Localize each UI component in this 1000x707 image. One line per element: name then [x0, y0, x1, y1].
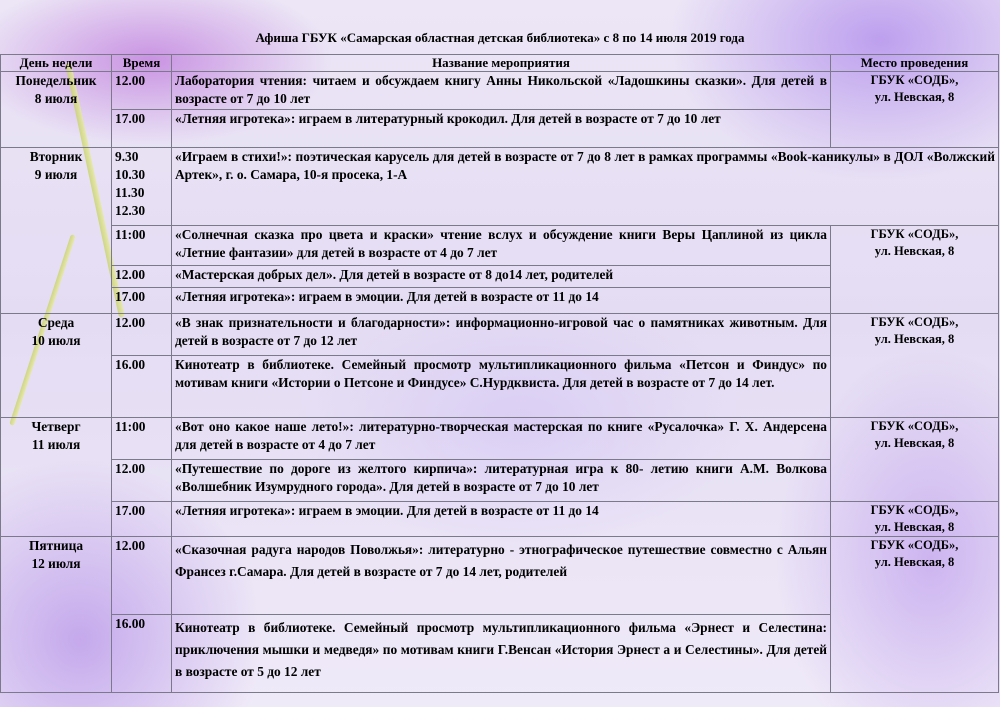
header-place: Место проведения — [831, 55, 999, 72]
event-name: «Летняя игротека»: играем в литературный крокодил. Для детей в возрасте от 7 до 10 лет — [172, 110, 831, 148]
table-row — [1, 537, 999, 615]
event-name: «Мастерская добрых дел». Для детей в возрасте от 8 до14 лет, родителей — [172, 266, 831, 288]
event-name: Кинотеатр в библиотеке. Семейный просмотр мультипликационного фильма «Эрнест и Селестина: приключения мышки и медведя» по мотивам книги Г.Венсан «История Эрнест а и Селестины». Для детей в возрасте от 5 до 12 лет — [172, 615, 831, 693]
place-name: ГБУК «СОДБ», — [870, 73, 959, 87]
place-cell — [831, 226, 999, 314]
day-date: 12 июля — [31, 556, 81, 571]
header-day: День недели — [1, 55, 112, 72]
table-row — [1, 502, 999, 537]
event-time: 17.00 — [112, 288, 172, 314]
event-name: «Солнечная сказка про цвета и краски» чтение вслух и обсуждение книги Веры Цаплиной из цикла «Летние фантазии» для детей в возрасте от 4 до 7 лет — [172, 226, 831, 266]
day-cell-thursday — [1, 418, 112, 537]
page-title: Афиша ГБУК «Самарская областная детская библиотека» с 8 по 14 июля 2019 года — [255, 30, 745, 45]
schedule-table — [0, 54, 999, 693]
event-name: «Летняя игротека»: играем в эмоции. Для детей в возрасте от 11 до 14 — [172, 288, 831, 314]
day-date: 9 июля — [34, 167, 78, 182]
place-address: ул. Невская, 8 — [874, 436, 955, 450]
day-date: 11 июля — [31, 437, 81, 452]
event-name: Кинотеатр в библиотеке. Семейный просмотр мультипликационного фильма «Петсон и Финдус» по мотивам книги «Истории о Петсоне и Финдусе» С.Нурдквиста. Для детей в возрасте от 7 до 14 лет. — [172, 356, 831, 418]
event-name: «Путешествие по дороге из желтого кирпича»: литературная игра к 80- летию книги А.М. Волкова «Волшебник Изумрудного города». Для детей в возрасте от 7 до 10 лет — [172, 460, 831, 502]
day-name: Среда — [37, 315, 75, 330]
place-name: ГБУК «СОДБ», — [870, 503, 959, 517]
place-name: ГБУК «СОДБ», — [870, 227, 959, 241]
event-time: 11:00 — [112, 418, 172, 460]
header-name: Название мероприятия — [172, 55, 831, 72]
event-time: 12.00 — [112, 72, 172, 110]
place-cell — [831, 502, 999, 537]
day-date: 8 июля — [34, 91, 78, 106]
event-time: 12.00 — [112, 314, 172, 356]
header-time: Время — [112, 55, 172, 72]
day-cell-wednesday — [1, 314, 112, 418]
event-time: 12.00 — [112, 460, 172, 502]
event-name: «Играем в стихи!»: поэтическая карусель для детей в возрасте от 7 до 8 лет в рамках программы «Book-каникулы» в ДОЛ «Волжский Артек», г. о. Самара, 10-я просека, 1-А — [172, 148, 999, 226]
event-name: Лаборатория чтения: читаем и обсуждаем книгу Анны Никольской «Ладошкины сказки». Для детей в возрасте от 7 до 10 лет — [172, 72, 831, 110]
event-time: 11:00 — [112, 226, 172, 266]
table-header-row — [1, 55, 999, 72]
place-name: ГБУК «СОДБ», — [870, 315, 959, 329]
day-date: 10 июля — [31, 333, 81, 348]
place-name: ГБУК «СОДБ», — [870, 538, 959, 552]
event-time: 12.00 — [112, 537, 172, 615]
event-time: 12.00 — [112, 266, 172, 288]
table-row — [1, 148, 999, 226]
table-row — [1, 418, 999, 460]
place-address: ул. Невская, 8 — [874, 244, 955, 258]
place-address: ул. Невская, 8 — [874, 332, 955, 346]
table-row — [1, 314, 999, 356]
place-address: ул. Невская, 8 — [874, 555, 955, 569]
event-time: 17.00 — [112, 502, 172, 537]
place-name: ГБУК «СОДБ», — [870, 419, 959, 433]
place-address: ул. Невская, 8 — [874, 520, 955, 534]
place-cell — [831, 537, 999, 693]
day-name: Понедельник — [15, 73, 97, 88]
place-cell — [831, 418, 999, 502]
event-time: 16.00 — [112, 356, 172, 418]
event-time: 16.00 — [112, 615, 172, 693]
place-cell — [831, 72, 999, 148]
day-name: Четверг — [31, 419, 81, 434]
place-cell — [831, 314, 999, 418]
day-cell-tuesday — [1, 148, 112, 314]
day-cell-friday — [1, 537, 112, 693]
event-name: «Летняя игротека»: играем в эмоции. Для детей в возрасте от 11 до 14 — [172, 502, 831, 537]
event-name: «Сказочная радуга народов Поволжья»: литературно - этнографическое путешествие совместно с Альян Франсез г.Самара. Для детей в возрасте от 7 до 14 лет, родителей — [172, 537, 831, 615]
day-name: Пятница — [28, 538, 84, 553]
place-address: ул. Невская, 8 — [874, 90, 955, 104]
day-name: Вторник — [29, 149, 83, 164]
event-name: «Вот оно какое наше лето!»: литературно-творческая мастерская по книге «Русалочка» Г. Х. Андерсена для детей в возрасте от 4 до 7 лет — [172, 418, 831, 460]
table-row — [1, 72, 999, 110]
table-row — [1, 226, 999, 266]
event-name: «В знак признательности и благодарности»: информационно-игровой час о памятниках животным. Для детей в возрасте от 7 до 12 лет — [172, 314, 831, 356]
event-time: 9.30 10.30 11.30 12.30 — [112, 148, 172, 226]
day-cell-monday — [1, 72, 112, 148]
event-time: 17.00 — [112, 110, 172, 148]
